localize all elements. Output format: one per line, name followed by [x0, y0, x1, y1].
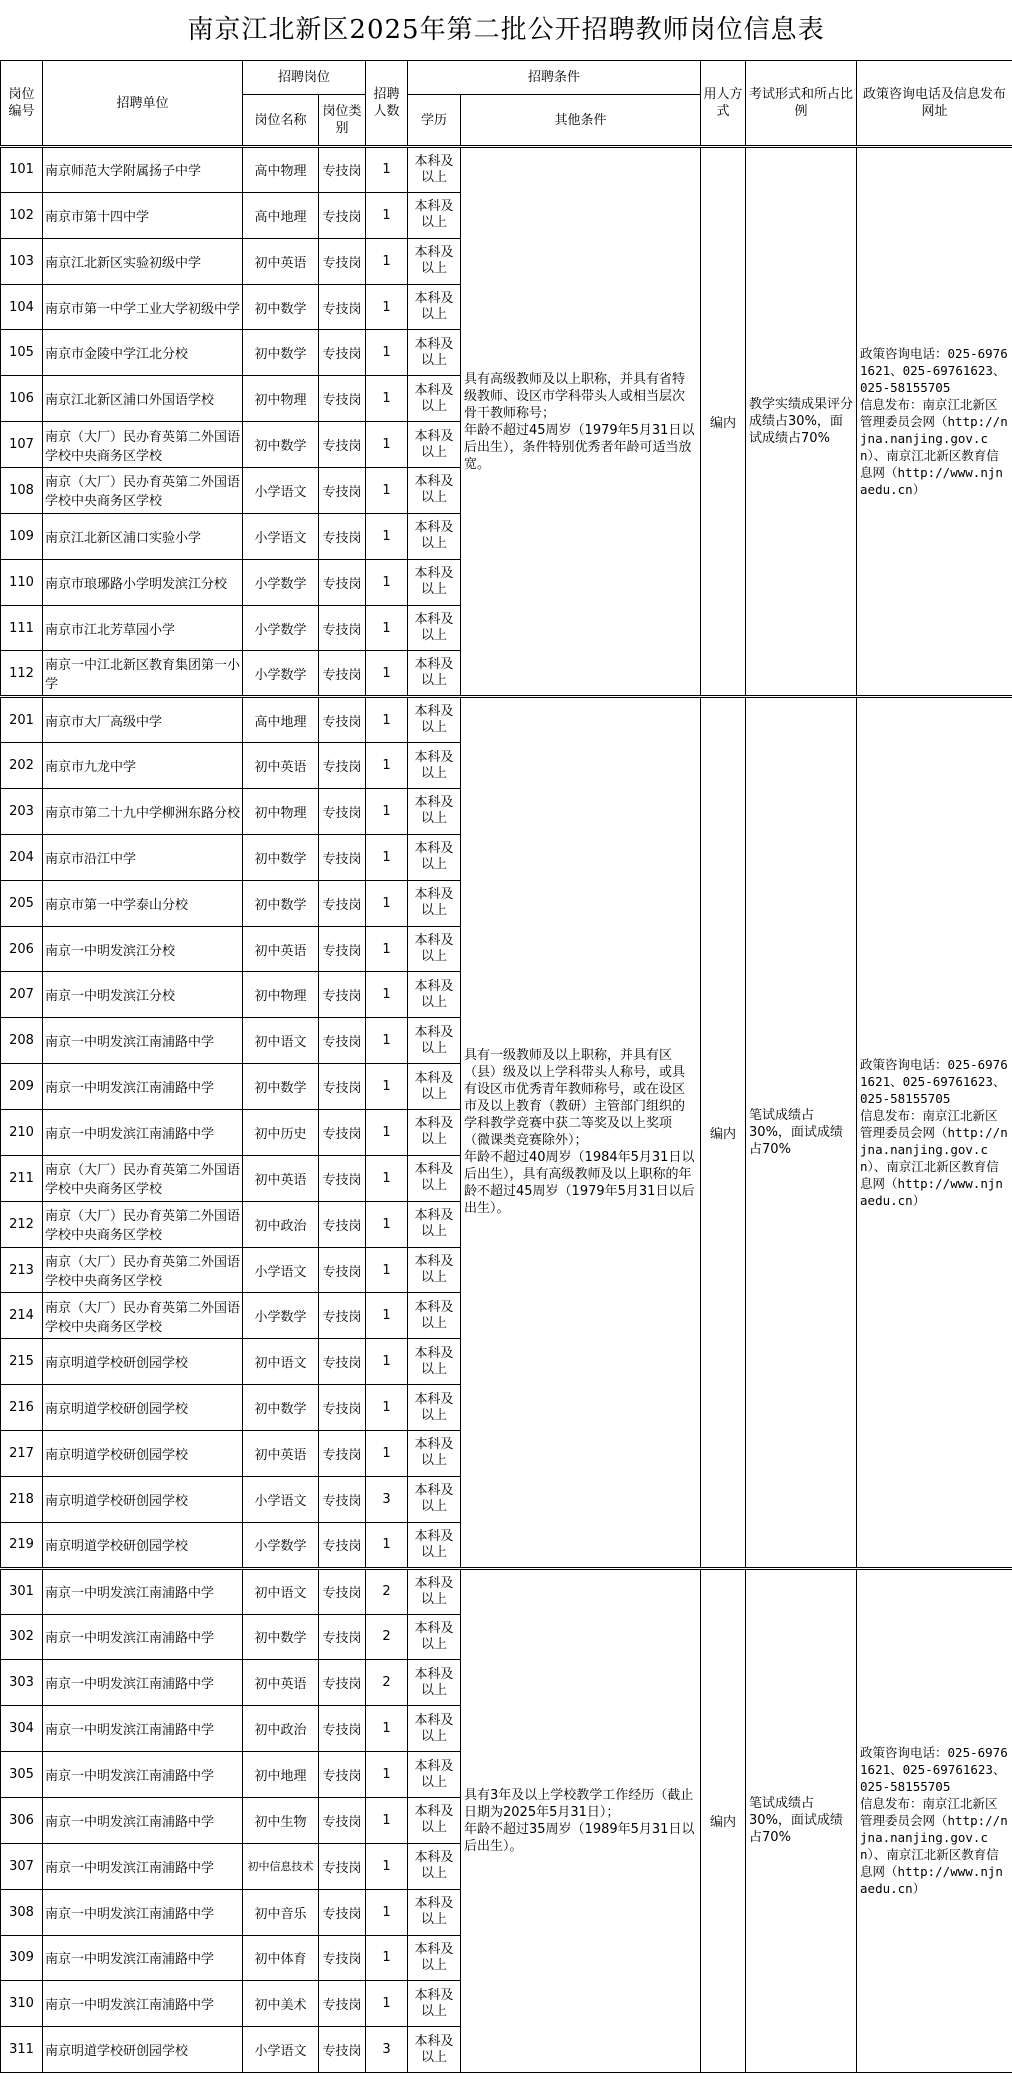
cell-count: 1: [366, 1752, 408, 1798]
cell-job-type: 专技岗: [319, 697, 366, 743]
cell-edu: 本科及以上: [408, 513, 461, 559]
cell-id: 218: [1, 1476, 43, 1522]
cell-job-name: 初中英语: [243, 926, 319, 972]
cell-count: 1: [366, 605, 408, 651]
cell-edu: 本科及以上: [408, 192, 461, 238]
cell-job-type: 专技岗: [319, 2027, 366, 2073]
cell-job-type: 专技岗: [319, 651, 366, 697]
cell-job-type: 专技岗: [319, 1568, 366, 1614]
cell-job-name: 初中生物: [243, 1797, 319, 1843]
cell-edu: 本科及以上: [408, 1431, 461, 1477]
cell-edu: 本科及以上: [408, 1752, 461, 1798]
cell-count: 1: [366, 880, 408, 926]
cell-job-name: 小学语文: [243, 1476, 319, 1522]
cell-id: 111: [1, 605, 43, 651]
cell-job-name: 初中政治: [243, 1201, 319, 1247]
cell-id: 310: [1, 1981, 43, 2027]
cell-unit: 南京（大厂）民办育英第二外国语学校中央商务区学校: [43, 1201, 243, 1247]
cell-id: 214: [1, 1293, 43, 1339]
cell-id: 301: [1, 1568, 43, 1614]
cell-count: 2: [366, 1568, 408, 1614]
cell-employ: 编内: [701, 1568, 746, 2072]
cell-job-name: 小学数学: [243, 605, 319, 651]
cell-other-conditions: 具有一级教师及以上职称，并具有区（县）级及以上学科带头人称号，或具有设区市优秀青年教师称号，或在设区市及以上教育（教研）主管部门组织的学科教学竞赛中获二等奖及以上奖项（微课类竞赛除外）； 年龄不超过40周岁（1984年5月31日以后出生），具有高级教师及以上职称的年龄不超过45周岁（1979年5月31日以后出生）。: [461, 697, 701, 1568]
cell-job-type: 专技岗: [319, 1522, 366, 1568]
cell-count: 1: [366, 376, 408, 422]
cell-unit: 南京一中明发滨江南浦路中学: [43, 1064, 243, 1110]
cell-count: 1: [366, 1018, 408, 1064]
cell-id: 204: [1, 834, 43, 880]
cell-job-type: 专技岗: [319, 513, 366, 559]
cell-edu: 本科及以上: [408, 1706, 461, 1752]
cell-unit: 南京江北新区浦口外国语学校: [43, 376, 243, 422]
cell-edu: 本科及以上: [408, 1201, 461, 1247]
cell-job-name: 初中体育: [243, 1935, 319, 1981]
cell-id: 209: [1, 1064, 43, 1110]
cell-id: 306: [1, 1797, 43, 1843]
cell-id: 110: [1, 559, 43, 605]
cell-unit: 南京一中明发滨江南浦路中学: [43, 1660, 243, 1706]
cell-job-name: 初中物理: [243, 972, 319, 1018]
cell-unit: 南京明道学校研创园学校: [43, 1476, 243, 1522]
cell-job-type: 专技岗: [319, 1660, 366, 1706]
cell-edu: 本科及以上: [408, 1981, 461, 2027]
cell-count: 1: [366, 238, 408, 284]
cell-job-name: 初中数学: [243, 1064, 319, 1110]
cell-job-type: 专技岗: [319, 926, 366, 972]
cell-count: 1: [366, 513, 408, 559]
cell-job-name: 初中数学: [243, 834, 319, 880]
cell-job-type: 专技岗: [319, 192, 366, 238]
cell-job-name: 初中英语: [243, 743, 319, 789]
cell-count: 1: [366, 789, 408, 835]
cell-job-name: 初中物理: [243, 789, 319, 835]
cell-id: 208: [1, 1018, 43, 1064]
cell-job-type: 专技岗: [319, 1752, 366, 1798]
cell-job-name: 小学语文: [243, 1247, 319, 1293]
cell-id: 215: [1, 1339, 43, 1385]
cell-id: 304: [1, 1706, 43, 1752]
cell-edu: 本科及以上: [408, 1018, 461, 1064]
cell-job-name: 高中地理: [243, 697, 319, 743]
cell-job-name: 初中语文: [243, 1018, 319, 1064]
cell-id: 102: [1, 192, 43, 238]
cell-job-name: 初中物理: [243, 376, 319, 422]
cell-id: 213: [1, 1247, 43, 1293]
cell-edu: 本科及以上: [408, 422, 461, 468]
cell-count: 1: [366, 651, 408, 697]
cell-job-name: 小学语文: [243, 468, 319, 514]
cell-edu: 本科及以上: [408, 1889, 461, 1935]
cell-job-name: 初中音乐: [243, 1889, 319, 1935]
cell-count: 1: [366, 1385, 408, 1431]
cell-unit: 南京（大厂）民办育英第二外国语学校中央商务区学校: [43, 1293, 243, 1339]
cell-unit: 南京明道学校研创园学校: [43, 1431, 243, 1477]
cell-count: 1: [366, 926, 408, 972]
cell-job-type: 专技岗: [319, 1110, 366, 1156]
cell-edu: 本科及以上: [408, 880, 461, 926]
cell-other-conditions: 具有高级教师及以上职称，并具有省特级教师、设区市学科带头人或相当层次骨干教师称号； 年龄不超过45周岁（1979年5月31日以后出生），条件特别优秀者年龄可适当放宽。: [461, 147, 701, 697]
cell-unit: 南京一中明发滨江南浦路中学: [43, 1843, 243, 1889]
cell-id: 108: [1, 468, 43, 514]
cell-job-type: 专技岗: [319, 1247, 366, 1293]
cell-id: 104: [1, 284, 43, 330]
cell-unit: 南京明道学校研创园学校: [43, 1339, 243, 1385]
cell-count: 1: [366, 697, 408, 743]
cell-id: 206: [1, 926, 43, 972]
cell-id: 217: [1, 1431, 43, 1477]
cell-job-type: 专技岗: [319, 1981, 366, 2027]
cell-edu: 本科及以上: [408, 1660, 461, 1706]
cell-count: 1: [366, 1110, 408, 1156]
table-row: [1, 1568, 1012, 1614]
cell-unit: 南京明道学校研创园学校: [43, 1522, 243, 1568]
cell-job-type: 专技岗: [319, 1706, 366, 1752]
cell-unit: 南京市九龙中学: [43, 743, 243, 789]
cell-id: 308: [1, 1889, 43, 1935]
cell-count: 3: [366, 1476, 408, 1522]
cell-id: 101: [1, 147, 43, 193]
cell-unit: 南京市沿江中学: [43, 834, 243, 880]
cell-unit: 南京市第一中学泰山分校: [43, 880, 243, 926]
cell-job-type: 专技岗: [319, 789, 366, 835]
cell-edu: 本科及以上: [408, 1385, 461, 1431]
cell-count: 1: [366, 1935, 408, 1981]
cell-job-name: 初中地理: [243, 1752, 319, 1798]
cell-id: 203: [1, 789, 43, 835]
cell-id: 109: [1, 513, 43, 559]
header-job-name: 岗位名称: [243, 95, 319, 147]
cell-job-name: 初中语文: [243, 1568, 319, 1614]
cell-id: 309: [1, 1935, 43, 1981]
cell-unit: 南京市金陵中学江北分校: [43, 330, 243, 376]
cell-count: 1: [366, 468, 408, 514]
cell-id: 106: [1, 376, 43, 422]
cell-id: 303: [1, 1660, 43, 1706]
table-header: [1, 61, 1012, 147]
row-group: [1, 1568, 1012, 2072]
cell-unit: 南京一中明发滨江南浦路中学: [43, 1018, 243, 1064]
cell-edu: 本科及以上: [408, 1339, 461, 1385]
cell-job-type: 专技岗: [319, 284, 366, 330]
cell-count: 1: [366, 1247, 408, 1293]
cell-unit: 南京一中明发滨江分校: [43, 972, 243, 1018]
cell-count: 1: [366, 192, 408, 238]
cell-unit: 南京（大厂）民办育英第二外国语学校中央商务区学校: [43, 468, 243, 514]
cell-edu: 本科及以上: [408, 468, 461, 514]
cell-unit: 南京一中明发滨江分校: [43, 926, 243, 972]
cell-count: 1: [366, 743, 408, 789]
header-job-group: 招聘岗位: [243, 61, 366, 95]
cell-id: 105: [1, 330, 43, 376]
cell-count: 1: [366, 1064, 408, 1110]
cell-edu: 本科及以上: [408, 651, 461, 697]
cell-job-type: 专技岗: [319, 1614, 366, 1660]
cell-job-type: 专技岗: [319, 1935, 366, 1981]
cell-id: 202: [1, 743, 43, 789]
cell-job-name: 小学语文: [243, 2027, 319, 2073]
cell-unit: 南京明道学校研创园学校: [43, 1385, 243, 1431]
cell-count: 1: [366, 559, 408, 605]
cell-unit: 南京江北新区实验初级中学: [43, 238, 243, 284]
cell-unit: 南京明道学校研创园学校: [43, 2027, 243, 2073]
cell-job-type: 专技岗: [319, 1843, 366, 1889]
cell-unit: 南京一中明发滨江南浦路中学: [43, 1889, 243, 1935]
cell-id: 201: [1, 697, 43, 743]
cell-job-name: 初中历史: [243, 1110, 319, 1156]
cell-job-type: 专技岗: [319, 1476, 366, 1522]
cell-edu: 本科及以上: [408, 1797, 461, 1843]
cell-job-name: 初中数学: [243, 1385, 319, 1431]
cell-exam: 笔试成绩占30%，面试成绩占70%: [746, 697, 857, 1568]
cell-id: 210: [1, 1110, 43, 1156]
cell-edu: 本科及以上: [408, 238, 461, 284]
cell-unit: 南京一中明发滨江南浦路中学: [43, 1568, 243, 1614]
cell-edu: 本科及以上: [408, 2027, 461, 2073]
cell-count: 1: [366, 1201, 408, 1247]
cell-job-name: 小学数学: [243, 651, 319, 697]
cell-job-name: 初中美术: [243, 1981, 319, 2027]
cell-unit: 南京一中明发滨江南浦路中学: [43, 1752, 243, 1798]
cell-edu: 本科及以上: [408, 1064, 461, 1110]
cell-contact: 政策咨询电话：025-69761621、025-69761623、025-58155705 信息发布：南京江北新区管理委员会网（http://njna.nanjing.gov.cn）、南京江北新区教育信息网（http://www.njnaedu.cn）: [857, 147, 1012, 697]
cell-id: 211: [1, 1155, 43, 1201]
cell-unit: 南京市琅琊路小学明发滨江分校: [43, 559, 243, 605]
cell-unit: 南京一中明发滨江南浦路中学: [43, 1110, 243, 1156]
row-group: [1, 147, 1012, 697]
cell-id: 205: [1, 880, 43, 926]
cell-job-name: 初中数学: [243, 330, 319, 376]
cell-job-name: 初中政治: [243, 1706, 319, 1752]
cell-edu: 本科及以上: [408, 789, 461, 835]
cell-unit: 南京市第一中学工业大学初级中学: [43, 284, 243, 330]
cell-job-name: 高中地理: [243, 192, 319, 238]
cell-unit: 南京一中江北新区教育集团第一小学: [43, 651, 243, 697]
cell-count: 1: [366, 1431, 408, 1477]
cell-job-name: 初中数学: [243, 422, 319, 468]
cell-job-name: 初中语文: [243, 1339, 319, 1385]
cell-id: 207: [1, 972, 43, 1018]
cell-edu: 本科及以上: [408, 1476, 461, 1522]
cell-job-name: 小学数学: [243, 1522, 319, 1568]
cell-count: 2: [366, 1660, 408, 1706]
cell-job-type: 专技岗: [319, 1431, 366, 1477]
cell-unit: 南京一中明发滨江南浦路中学: [43, 1706, 243, 1752]
cell-job-name: 小学数学: [243, 1293, 319, 1339]
cell-job-name: 小学语文: [243, 513, 319, 559]
cell-contact: 政策咨询电话：025-69761621、025-69761623、025-58155705 信息发布：南京江北新区管理委员会网（http://njna.nanjing.gov.cn）、南京江北新区教育信息网（http://www.njnaedu.cn）: [857, 1568, 1012, 2072]
cell-edu: 本科及以上: [408, 559, 461, 605]
cell-job-type: 专技岗: [319, 1385, 366, 1431]
cell-job-name: 初中数学: [243, 284, 319, 330]
header-job-type: 岗位类别: [319, 95, 366, 147]
cell-edu: 本科及以上: [408, 697, 461, 743]
cell-count: 1: [366, 834, 408, 880]
cell-edu: 本科及以上: [408, 147, 461, 193]
cell-edu: 本科及以上: [408, 1843, 461, 1889]
cell-unit: 南京师范大学附属扬子中学: [43, 147, 243, 193]
header-id: 岗位编号: [1, 61, 43, 147]
cell-count: 1: [366, 1889, 408, 1935]
cell-job-type: 专技岗: [319, 1293, 366, 1339]
cell-count: 1: [366, 1293, 408, 1339]
cell-job-name: 高中物理: [243, 147, 319, 193]
cell-edu: 本科及以上: [408, 1522, 461, 1568]
cell-id: 103: [1, 238, 43, 284]
cell-job-name: 初中英语: [243, 1660, 319, 1706]
cell-job-type: 专技岗: [319, 422, 366, 468]
cell-job-name: 初中英语: [243, 1431, 319, 1477]
cell-edu: 本科及以上: [408, 1110, 461, 1156]
cell-unit: 南京一中明发滨江南浦路中学: [43, 1797, 243, 1843]
cell-job-type: 专技岗: [319, 376, 366, 422]
cell-count: 1: [366, 1797, 408, 1843]
cell-count: 1: [366, 330, 408, 376]
cell-count: 1: [366, 1843, 408, 1889]
cell-edu: 本科及以上: [408, 743, 461, 789]
cell-id: 307: [1, 1843, 43, 1889]
cell-job-type: 专技岗: [319, 1339, 366, 1385]
header-exam: 考试形式和所占比例: [746, 61, 857, 147]
cell-job-type: 专技岗: [319, 330, 366, 376]
cell-id: 216: [1, 1385, 43, 1431]
cell-unit: 南京市第二十九中学柳洲东路分校: [43, 789, 243, 835]
cell-edu: 本科及以上: [408, 330, 461, 376]
cell-count: 1: [366, 972, 408, 1018]
table-row: [1, 697, 1012, 743]
cell-id: 219: [1, 1522, 43, 1568]
header-count: 招聘人数: [366, 61, 408, 147]
header-other: 其他条件: [461, 95, 701, 147]
cell-edu: 本科及以上: [408, 1155, 461, 1201]
cell-count: 1: [366, 1522, 408, 1568]
cell-job-name: 初中信息技术: [243, 1843, 319, 1889]
cell-unit: 南京市第十四中学: [43, 192, 243, 238]
cell-count: 1: [366, 1981, 408, 2027]
row-group: [1, 697, 1012, 1568]
cell-count: 1: [366, 422, 408, 468]
cell-id: 302: [1, 1614, 43, 1660]
cell-exam: 笔试成绩占30%，面试成绩占70%: [746, 1568, 857, 2072]
cell-count: 3: [366, 2027, 408, 2073]
cell-id: 112: [1, 651, 43, 697]
cell-job-type: 专技岗: [319, 1155, 366, 1201]
cell-unit: 南京一中明发滨江南浦路中学: [43, 1614, 243, 1660]
cell-edu: 本科及以上: [408, 926, 461, 972]
table-row: [1, 147, 1012, 193]
cell-edu: 本科及以上: [408, 1935, 461, 1981]
cell-job-type: 专技岗: [319, 1064, 366, 1110]
cell-edu: 本科及以上: [408, 605, 461, 651]
cell-job-type: 专技岗: [319, 743, 366, 789]
cell-edu: 本科及以上: [408, 972, 461, 1018]
cell-edu: 本科及以上: [408, 376, 461, 422]
header-employ: 用人方式: [701, 61, 746, 147]
cell-job-type: 专技岗: [319, 972, 366, 1018]
cell-contact: 政策咨询电话：025-69761621、025-69761623、025-58155705 信息发布：南京江北新区管理委员会网（http://njna.nanjing.gov.cn）、南京江北新区教育信息网（http://www.njnaedu.cn）: [857, 697, 1012, 1568]
cell-edu: 本科及以上: [408, 1247, 461, 1293]
cell-edu: 本科及以上: [408, 1293, 461, 1339]
cell-count: 2: [366, 1614, 408, 1660]
cell-unit: 南京（大厂）民办育英第二外国语学校中央商务区学校: [43, 422, 243, 468]
cell-edu: 本科及以上: [408, 284, 461, 330]
cell-id: 305: [1, 1752, 43, 1798]
header-edu: 学历: [408, 95, 461, 147]
cell-job-type: 专技岗: [319, 1201, 366, 1247]
header-unit: 招聘单位: [43, 61, 243, 147]
header-contact: 政策咨询电话及信息发布网址: [857, 61, 1012, 147]
cell-job-name: 初中数学: [243, 880, 319, 926]
cell-unit: 南京（大厂）民办育英第二外国语学校中央商务区学校: [43, 1247, 243, 1293]
cell-job-name: 初中英语: [243, 1155, 319, 1201]
cell-id: 212: [1, 1201, 43, 1247]
cell-count: 1: [366, 147, 408, 193]
cell-job-type: 专技岗: [319, 238, 366, 284]
cell-job-type: 专技岗: [319, 880, 366, 926]
cell-id: 311: [1, 2027, 43, 2073]
cell-job-name: 初中数学: [243, 1614, 319, 1660]
cell-unit: 南京江北新区浦口实验小学: [43, 513, 243, 559]
cell-job-type: 专技岗: [319, 834, 366, 880]
cell-unit: 南京市大厂高级中学: [43, 697, 243, 743]
cell-unit: 南京一中明发滨江南浦路中学: [43, 1935, 243, 1981]
cell-job-type: 专技岗: [319, 468, 366, 514]
cell-unit: 南京一中明发滨江南浦路中学: [43, 1981, 243, 2027]
cell-job-type: 专技岗: [319, 559, 366, 605]
job-table: [0, 60, 1012, 2073]
cell-edu: 本科及以上: [408, 834, 461, 880]
cell-exam: 教学实绩成果评分成绩占30%，面试成绩占70%: [746, 147, 857, 697]
cell-id: 107: [1, 422, 43, 468]
cell-count: 1: [366, 1706, 408, 1752]
cell-count: 1: [366, 1339, 408, 1385]
cell-count: 1: [366, 1155, 408, 1201]
page-title: 南京江北新区2025年第二批公开招聘教师岗位信息表: [187, 15, 825, 45]
cell-job-type: 专技岗: [319, 147, 366, 193]
cell-job-type: 专技岗: [319, 605, 366, 651]
cell-job-name: 小学数学: [243, 559, 319, 605]
cell-unit: 南京（大厂）民办育英第二外国语学校中央商务区学校: [43, 1155, 243, 1201]
cell-job-name: 初中英语: [243, 238, 319, 284]
cell-other-conditions: 具有3年及以上学校教学工作经历（截止日期为2025年5月31日）； 年龄不超过35周岁（1989年5月31日以后出生）。: [461, 1568, 701, 2072]
cell-edu: 本科及以上: [408, 1568, 461, 1614]
header-conditions: 招聘条件: [408, 61, 701, 95]
cell-employ: 编内: [701, 147, 746, 697]
cell-job-type: 专技岗: [319, 1018, 366, 1064]
cell-employ: 编内: [701, 697, 746, 1568]
cell-unit: 南京市江北芳草园小学: [43, 605, 243, 651]
cell-count: 1: [366, 284, 408, 330]
cell-job-type: 专技岗: [319, 1889, 366, 1935]
cell-job-type: 专技岗: [319, 1797, 366, 1843]
cell-edu: 本科及以上: [408, 1614, 461, 1660]
